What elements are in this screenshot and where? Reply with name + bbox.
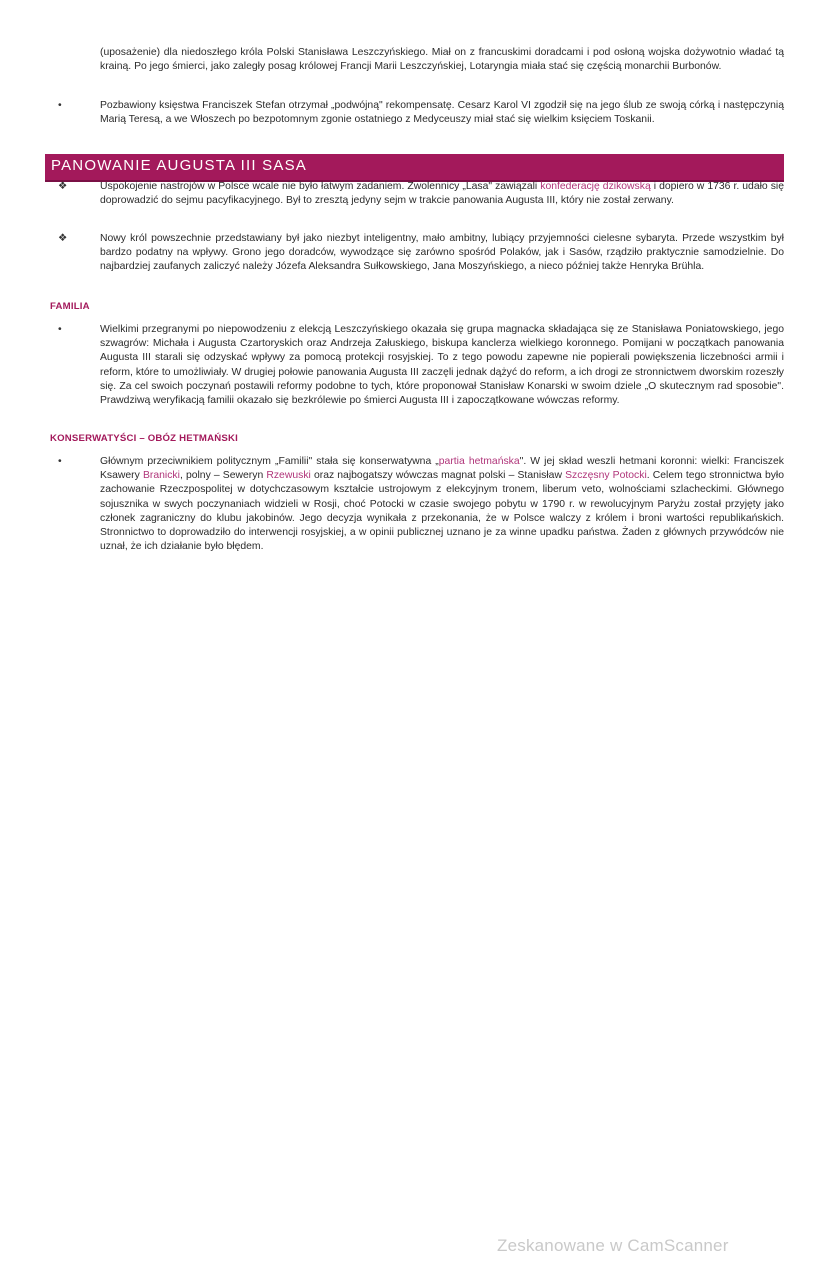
text-run: . Celem tego stronnictwa było zachowanie Rzeczpospolitej w dotychczasowym kształcie ustrojowym z elekcyjnym tronem, liberum veto, wolnościami szlacheckimi. Głównego sojusznika w swych poczynaniach widzieli w Rosji, choć Potocki w czasie swojego pobytu w 1790 r. w rewolucyjnym Paryżu został przyjęty jako członek zagraniczny do klubu jakobinów. Jego decyzja wynikała z przekonania, że w Polsce walczy z królem i broni wartości republikańskich. Stronnictwo to doprowadziło do interwencji rosyjskiej, a w opinii publicznej uznano je za winne upadku państwa. Żaden z głównych przywódców nie uznał, że ich działanie było błędem. — [100, 470, 784, 553]
list-item-text: Wielkimi przegranymi po niepowodzeniu z elekcją Leszczyńskiego okazała się grupa magnacka składająca się ze Stanisława Poniatowskiego, jego szwagrów: Michała i Augusta Czartoryskich oraz Andrzeja Załuskiego, biskupa kanclerza wielkiego koronnego. Pomijani w początkach panowania Augusta III starali się odzyskać wpływy za pomocą protekcji rosyjskiej. To z tego powodu zapewne nie popierali powiększenia liczebności armii i reform, które to umożliwiały. W drugiej połowie panowania Augusta III zaczęli jednak dążyć do reform, a ich drogi ze stronnictwem dworskim rozeszły się. Za cel swoich poczynań postawili reformy podobne to tych, które proponował Stanisław Konarski w swoim dziele „O skutecznym rad sposobie". Prawdziwą weryfikacją familii okazało się bezkrólewie po śmierci Augusta III i zapoczątkowane wówczas reformy. — [100, 324, 784, 407]
bullet-icon: • — [58, 456, 62, 467]
link-konfederacja-dzikowska[interactable]: konfederację dzikowską — [540, 181, 651, 192]
subheading-konserwatysci: KONSERWATYŚCI – OBÓZ HETMAŃSKI — [50, 433, 238, 444]
list-item-text: Pozbawiony księstwa Franciszek Stefan otrzymał „podwójną" rekompensatę. Cesarz Karol VI zgodził się na jego ślub ze swoją córką i następczynią Marią Teresą, a we Włoszech po bezpotomnym zgonie ostatniego z Medyceuszy miał stać się wielkim księciem Toskanii. — [100, 100, 784, 126]
text-run: ". W jej skład weszli hetmani koronni: wielki: Franciszek Ksawery — [100, 456, 784, 482]
diamond-bullet-icon: ❖ — [58, 181, 68, 192]
text-run: Uspokojenie nastrojów w Polsce wcale nie było łatwym zadaniem. Zwolennicy „Lasa" zawiązali — [100, 181, 541, 192]
list-item — [50, 455, 784, 554]
link-branicki[interactable]: Branicki — [142, 470, 180, 482]
link-rzewuski[interactable]: Rzewuski — [266, 470, 311, 482]
list-item-text — [100, 455, 784, 554]
list-item-text: Nowy król powszechnie przedstawiany był jako niezbyt inteligentny, mało ambitny, lubiący przyjemności cielesne sybaryta. Przede wszystkim był bardzo podatny na wpływy. Grono jego doradców, wywodzące się zarówno spośród Polaków, jak i Sasów, rządziło praktycznie samodzielnie. Do najbardziej zaufanych zaliczyć należy Józefa Aleksandra Sułkowskiego, Jana Moszyńskiego, a nieco później także Henryka Brühla. — [100, 233, 784, 273]
link-partia-hetmanska[interactable]: partia hetmańska — [438, 456, 520, 467]
list-item — [50, 323, 784, 408]
camscanner-watermark: Zeskanowane w CamScanner — [497, 1236, 729, 1255]
link-szczesny-potocki[interactable]: Szczęsny Potocki — [565, 470, 647, 482]
bullet-icon: • — [58, 100, 62, 111]
list-item — [50, 180, 784, 208]
section-title: PANOWANIE AUGUSTA III SASA — [51, 157, 307, 174]
text-run: , polny – Seweryn — [179, 470, 267, 482]
text-run: i dopiero w 1736 r. udało się doprowadzić do sejmu pacyfikacyjnego. Był to zresztą jedyny sejm w trakcie panowania Augusta III, który nie został zerwany. — [100, 181, 785, 207]
list-item — [50, 232, 784, 275]
diamond-bullet-icon: ❖ — [58, 233, 68, 244]
subheading-familia: FAMILIA — [50, 301, 90, 312]
section-banner — [45, 154, 784, 182]
text-run: oraz najbogatszy wówczas magnat polski – Stanisław — [310, 470, 566, 482]
continued-paragraph: (uposażenie) dla niedoszłego króla Polski Stanisława Leszczyńskiego. Miał on z francuskimi doradcami i pod osłoną wojska dożywotnio władać tą krainą. Po jego śmierci, jako zaległy posag królowej Francji Marii Leszczyńskiej, Lotaryngia miała stać się częścią monarchii Burbonów. — [100, 47, 784, 73]
bullet-icon: • — [58, 324, 62, 335]
list-item — [50, 99, 784, 127]
text-run: Głównym przeciwnikiem politycznym „Familii" stała się konserwatywna „ — [100, 456, 439, 467]
list-item-text — [100, 180, 784, 208]
